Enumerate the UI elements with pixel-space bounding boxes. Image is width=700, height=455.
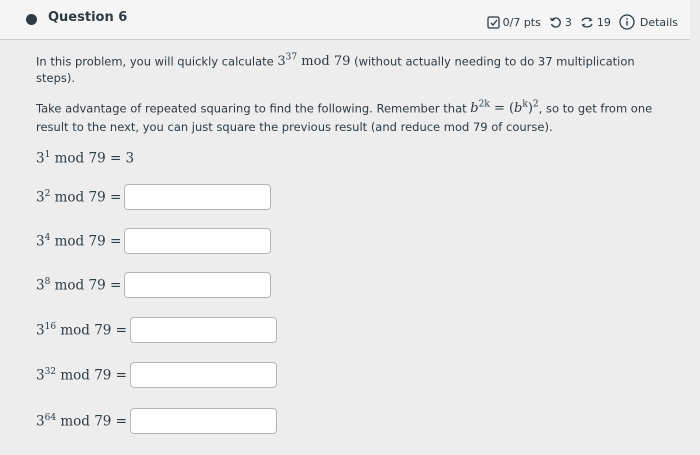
retries-count: 19 bbox=[596, 15, 611, 29]
problem-intro: In this problem, you will quickly calculate $3^{37}$ mod 79 (without actually needing to do 37 multiplication steps). bbox=[36, 53, 635, 86]
answer-row-1 bbox=[36, 184, 271, 210]
attempts-count: 3 bbox=[564, 15, 572, 29]
row-expression: $3^{32}$ mod 79 = bbox=[36, 366, 127, 384]
undo-icon[interactable] bbox=[549, 16, 562, 29]
problem-hint: Take advantage of repeated squaring to find the following. Remember that $b^{2k} = (b^k)^2$, so to get from one result to the next, you can just square the previous result (and reduce mod 79 of course). bbox=[36, 100, 653, 135]
row-expression: $3^8$ mod 79 = bbox=[36, 276, 122, 294]
row-expression: $3^{64}$ mod 79 = bbox=[36, 412, 127, 430]
answer-row-2 bbox=[36, 228, 271, 254]
question-title: Question 6 bbox=[48, 10, 128, 25]
answer-row-3 bbox=[36, 272, 271, 298]
hint-formula: $b^{2k} = (b^k)^2$ bbox=[470, 100, 539, 117]
answer-row-4 bbox=[36, 317, 277, 343]
given-result: $3^1$ mod 79 = 3 bbox=[36, 150, 135, 167]
answer-input[interactable] bbox=[124, 272, 271, 298]
info-icon[interactable] bbox=[619, 14, 635, 30]
question-bullet-icon bbox=[26, 14, 37, 25]
answer-input[interactable] bbox=[130, 408, 277, 434]
refresh-icon[interactable] bbox=[580, 16, 594, 29]
answer-input[interactable] bbox=[130, 317, 277, 343]
details-link[interactable]: Details bbox=[639, 15, 678, 29]
row-expression: $3^2$ mod 79 = bbox=[36, 188, 122, 206]
row-expression: $3^4$ mod 79 = bbox=[36, 232, 122, 250]
question-meta bbox=[487, 14, 678, 30]
answer-row-5 bbox=[36, 362, 277, 388]
answer-input[interactable] bbox=[130, 362, 277, 388]
answer-input[interactable] bbox=[124, 228, 271, 254]
row-expression: $3^{16}$ mod 79 = bbox=[36, 321, 127, 339]
score-text: 0/7 pts bbox=[502, 15, 541, 29]
question-header bbox=[0, 0, 690, 40]
edit-score-icon bbox=[487, 16, 500, 29]
answer-input[interactable] bbox=[124, 184, 271, 210]
answer-row-6 bbox=[36, 408, 277, 434]
